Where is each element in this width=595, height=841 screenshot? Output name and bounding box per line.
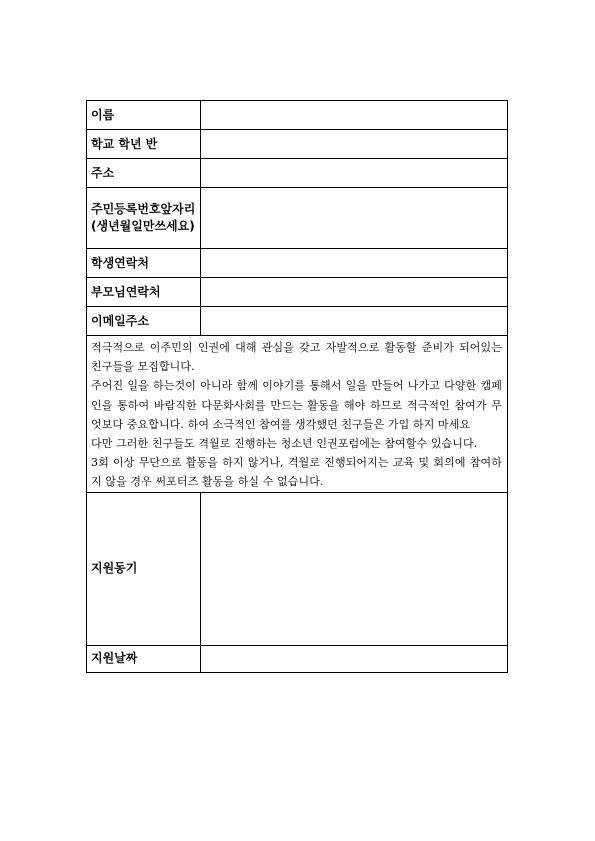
motive-label: 지원동기 — [87, 492, 201, 645]
name-field[interactable] — [201, 101, 508, 130]
id-number-field[interactable] — [201, 188, 508, 249]
notice-paragraph-4: 3회 이상 무단으로 활동을 하지 않거나, 격월로 진행되어지는 교육 및 회의에 참여하지 않을 경우 써포터즈 활동을 하실 수 없습니다. — [91, 456, 502, 489]
student-contact-field[interactable] — [201, 249, 508, 278]
notice-paragraph-2: 주어진 일을 하는것이 아니라 함께 이야기를 통해서 일을 만들어 나가고 다양한 캠페인을 통하여 바람직한 다문화사회를 만드는 활동을 해야 하므로 적극적인 참여가 무엇보다 중요합니다. 하여 소극적인 참여를 생각했던 친구들은 가입 하지 마세요 — [91, 379, 502, 431]
email-label: 이메일주소 — [87, 307, 201, 336]
email-field[interactable] — [201, 307, 508, 336]
date-field[interactable] — [201, 645, 508, 672]
parent-contact-field[interactable] — [201, 278, 508, 307]
row-id-number — [87, 188, 508, 249]
row-name — [87, 101, 508, 130]
notice-text — [87, 336, 508, 493]
row-date — [87, 645, 508, 672]
row-student-contact — [87, 249, 508, 278]
id-number-label: 주민등록번호앞자리(생년월일만쓰세요) — [87, 188, 201, 249]
row-email — [87, 307, 508, 336]
address-label: 주소 — [87, 159, 201, 188]
date-label: 지원날짜 — [87, 645, 201, 672]
application-form — [86, 100, 508, 673]
notice-paragraph-1: 적극적으로 이주민의 인권에 대해 관심을 갖고 자발적으로 활동할 준비가 되어있는 친구들을 모집합니다. — [91, 341, 502, 374]
row-parent-contact — [87, 278, 508, 307]
school-field[interactable] — [201, 130, 508, 159]
student-contact-label: 학생연락처 — [87, 249, 201, 278]
address-field[interactable] — [201, 159, 508, 188]
school-label: 학교 학년 반 — [87, 130, 201, 159]
motive-field[interactable] — [201, 492, 508, 645]
notice-paragraph-3: 다만 그러한 친구들도 격월로 진행하는 청소년 인권포럼에는 참여할수 있습니다. — [91, 437, 478, 451]
parent-contact-label: 부모님연락처 — [87, 278, 201, 307]
row-school — [87, 130, 508, 159]
name-label: 이름 — [87, 101, 201, 130]
notice-row — [87, 336, 508, 493]
row-address — [87, 159, 508, 188]
row-motive — [87, 492, 508, 645]
